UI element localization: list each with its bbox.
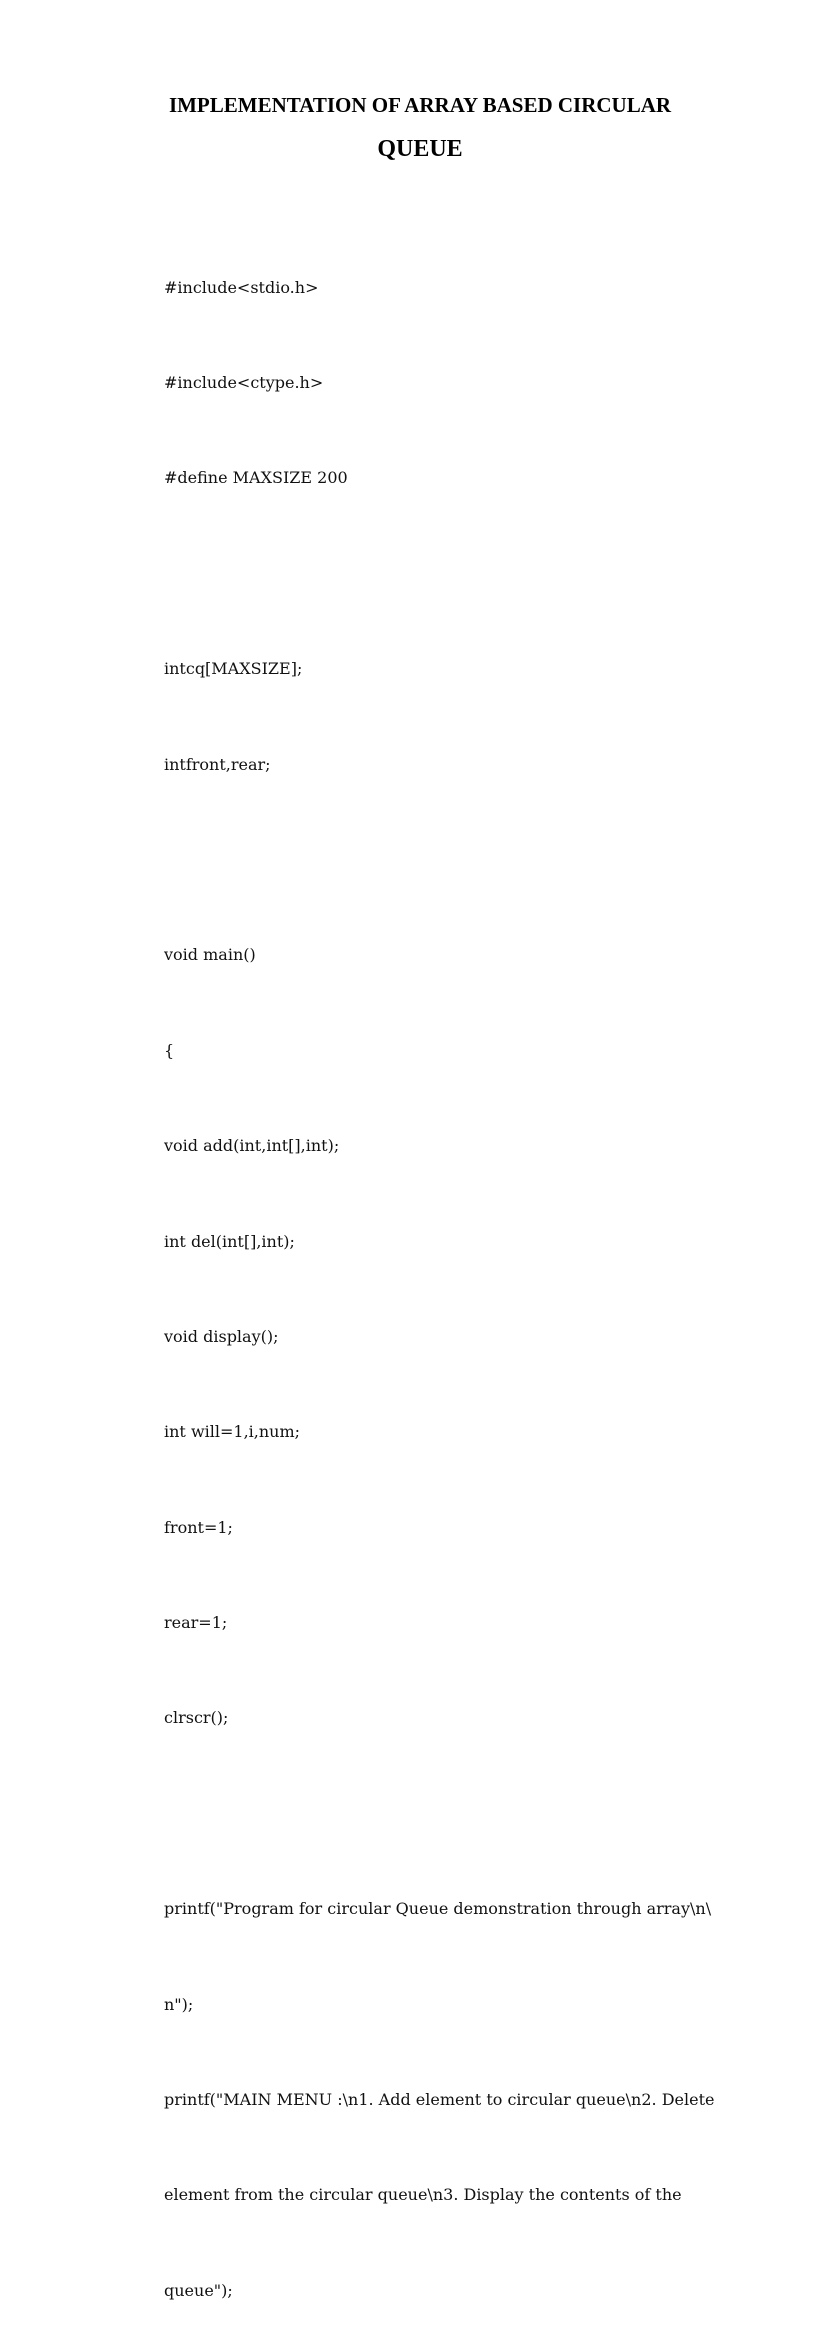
code-line: printf("Program for circular Queue demonstration through array\n\ <box>164 1899 712 1919</box>
code-line: #include<ctype.h> <box>164 372 324 392</box>
code-line: front=1; <box>164 1517 233 1537</box>
code-line: n"); <box>164 1994 194 2014</box>
code-line: { <box>164 1040 175 1060</box>
document-title: IMPLEMENTATION OF ARRAY BASED CIRCULAR <box>168 93 672 117</box>
code-line: element from the circular queue\n3. Display the contents of the <box>164 2185 682 2205</box>
code-line: int will=1,i,num; <box>164 1422 301 1442</box>
code-line: void display(); <box>164 1326 279 1346</box>
code-line: queue"); <box>164 2280 233 2300</box>
code-line <box>164 844 684 876</box>
code-line: #include<stdio.h> <box>164 277 319 297</box>
code-line: intcq[MAXSIZE]; <box>164 659 303 679</box>
code-line: intfront,rear; <box>164 754 271 774</box>
code-line: #define MAXSIZE 200 <box>164 468 348 488</box>
code-line: int del(int[],int); <box>164 1231 295 1251</box>
code-line: void main() <box>164 945 256 965</box>
code-line: rear=1; <box>164 1613 228 1633</box>
code-line <box>164 558 684 590</box>
code-line <box>164 1798 684 1830</box>
code-listing <box>164 208 715 2338</box>
code-line: void add(int,int[],int); <box>164 1136 340 1156</box>
code-line: clrscr(); <box>164 1708 229 1728</box>
document-title-continued: QUEUE <box>377 136 463 162</box>
code-line: printf("MAIN MENU :\n1. Add element to circular queue\n2. Delete <box>164 2090 715 2110</box>
